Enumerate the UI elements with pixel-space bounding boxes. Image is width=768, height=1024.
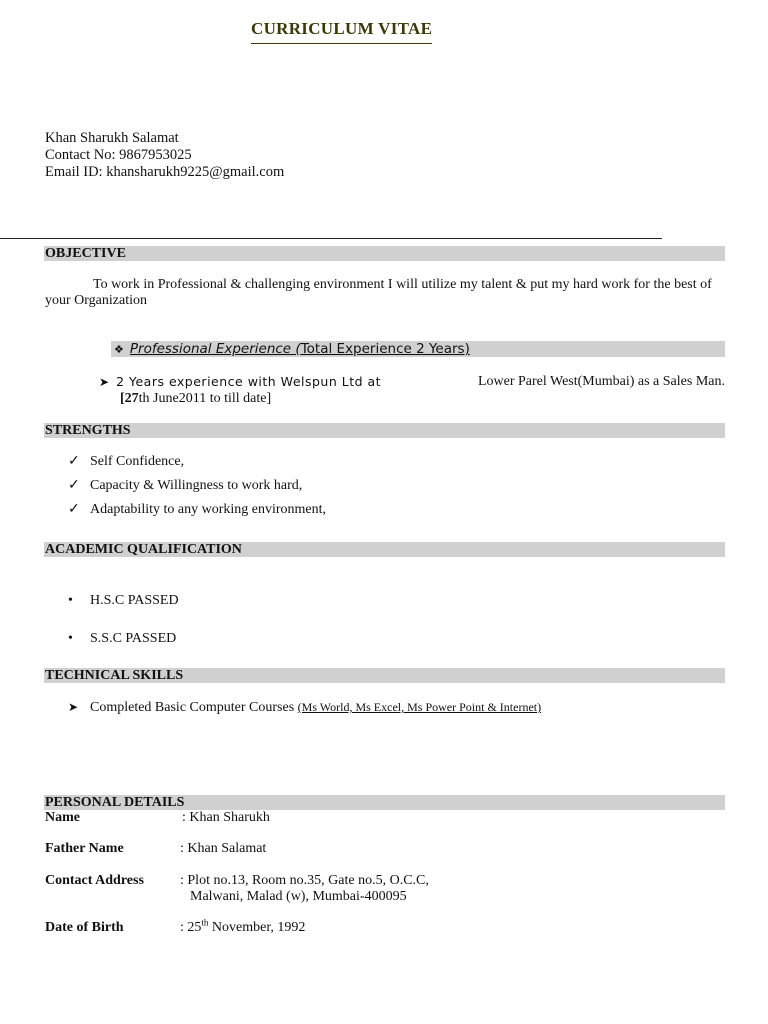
contact-phone: Contact No: 9867953025 (45, 147, 192, 163)
strength-text: Adaptability to any working environment, (90, 502, 327, 517)
list-item (68, 699, 541, 716)
section-heading-technical: TECHNICAL SKILLS (44, 668, 725, 683)
list-item (68, 502, 326, 518)
list-item (68, 631, 176, 647)
personal-value: : Khan Sharukh (182, 810, 270, 825)
page-title: CURRICULUM VITAE (251, 19, 432, 44)
personal-value (180, 917, 306, 936)
check-icon: ✓ (68, 502, 80, 517)
personal-value: Malwani, Malad (w), Mumbai-400095 (190, 889, 407, 904)
contact-email: Email ID: khansharukh9225@gmail.com (45, 164, 285, 180)
experience-entry-part1: 2 Years experience with Welspun Ltd at (116, 374, 382, 389)
experience-date (99, 391, 725, 407)
experience-date-bold: [27 (120, 391, 139, 406)
section-heading-objective: OBJECTIVE (44, 246, 725, 261)
experience-date-rest: th June2011 to till date] (138, 391, 272, 406)
contact-block (45, 130, 284, 181)
section-heading-academic: ACADEMIC QUALIFICATION (44, 542, 725, 557)
dob-rest: November, 1992 (208, 920, 306, 935)
personal-label: Date of Birth (45, 920, 124, 935)
experience-entry-part2: Lower Parel West(Mumbai) as a Sales Man. (477, 374, 725, 389)
skill-detail: (Ms World, Ms Excel, Ms Power Point & Internet) (297, 700, 542, 714)
personal-label: Father Name (45, 841, 124, 856)
arrow-bullet-icon: ➤ (99, 375, 110, 389)
list-item (68, 593, 179, 609)
dob-day: : 25 (180, 920, 202, 935)
strength-text: Self Confidence, (90, 454, 185, 469)
strength-text: Capacity & Willingness to work hard, (90, 478, 303, 493)
personal-label: Contact Address (45, 873, 144, 888)
dob-suffix: th (201, 917, 209, 928)
personal-value: : Plot no.13, Room no.35, Gate no.5, O.C.C, (180, 873, 429, 888)
bullet-icon: • (68, 593, 73, 608)
experience-entry (99, 374, 725, 407)
personal-value: : Khan Salamat (180, 841, 267, 856)
divider (0, 238, 662, 239)
list-item (68, 454, 184, 470)
qualification-text: H.S.C PASSED (90, 593, 179, 608)
check-icon: ✓ (68, 454, 80, 469)
objective-text: To work in Professional & challenging environment I will utilize my talent & put my hard work for the best of your Organization (45, 277, 712, 308)
experience-header (111, 341, 725, 357)
qualification-text: S.S.C PASSED (90, 631, 177, 646)
diamond-bullet-icon: ❖ (114, 343, 124, 356)
list-item (68, 478, 302, 494)
personal-label: Name (45, 810, 80, 825)
experience-header-total: Total Experience 2 Years) (300, 341, 470, 357)
experience-header-italic: Professional Experience ( (129, 341, 301, 357)
skill-text: Completed Basic Computer Courses (90, 700, 295, 715)
bullet-icon: • (68, 631, 73, 646)
arrow-bullet-icon: ➤ (68, 700, 79, 714)
section-heading-personal: PERSONAL DETAILS (44, 795, 725, 810)
section-heading-strengths: STRENGTHS (44, 423, 725, 438)
check-icon: ✓ (68, 478, 80, 493)
contact-name: Khan Sharukh Salamat (45, 130, 179, 146)
